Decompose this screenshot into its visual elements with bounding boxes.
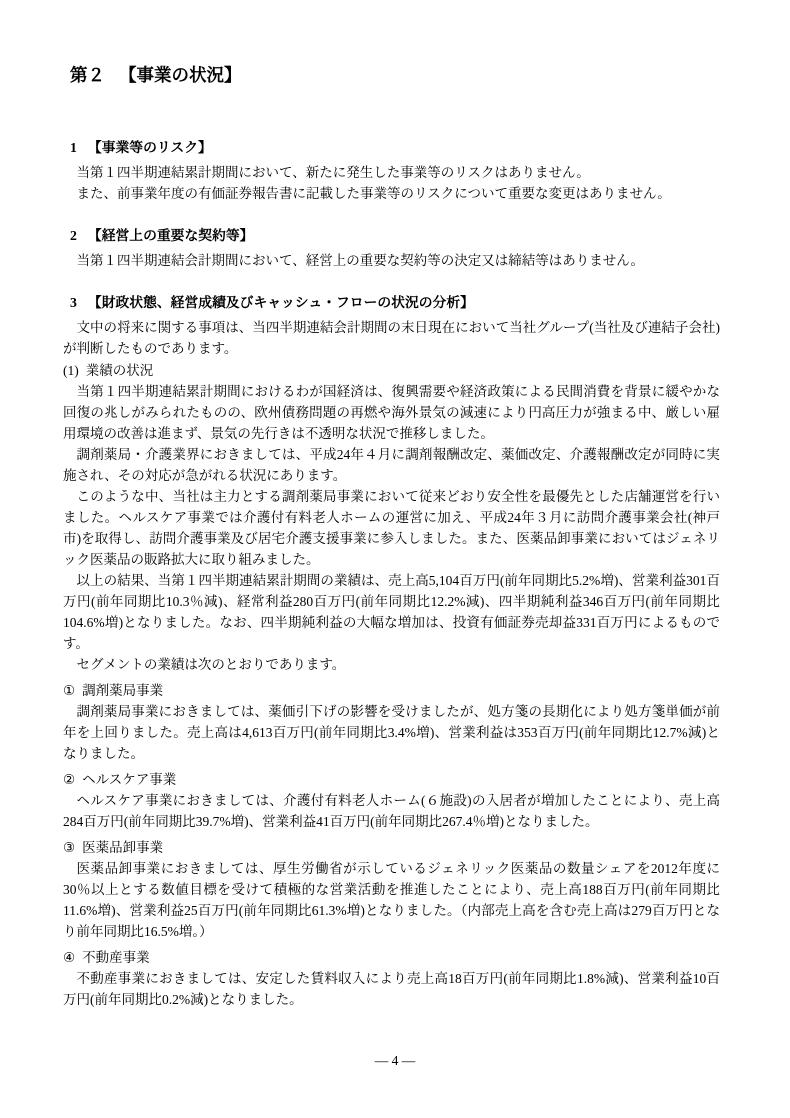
section-number: 2 xyxy=(70,228,77,243)
paragraph-economy: 当第１四半期連結累計期間におけるわが国経済は、復興需要や経済政策による民間消費を背景に緩やかな回復の兆しがみられたものの、欧州債務問題の再燃や海外景気の減速により円高圧力が強まる中、厳しい雇用環境の改善は進まず、景気の先行きは不透明な状況で推移しました。 xyxy=(63,384,720,441)
subsection-label xyxy=(63,360,720,381)
segment-drug-wholesale xyxy=(63,837,720,942)
paragraph-intro: 文中の将来に関する事項は、当四半期連結会計期間の末日現在において当社グループ(当社及び連結子会社)が判断したものであります。 xyxy=(63,320,720,356)
subsection-number: (1) xyxy=(63,363,79,378)
segment-marker: ③ xyxy=(63,840,76,855)
paragraph-consolidated-results: 以上の結果、当第１四半期連結累計期間の業績は、売上高5,104百万円(前年同期比5.2%増)、営業利益301百万円(前年同期比10.3％減)、経常利益280百万円(前年同期比12.2%減)、四半期純利益346百万円(前年同期比104.6%増)となりました。なお、四半期純利益の大幅な増加は、投資有価証券売却益331百万円によるものです。 xyxy=(63,573,720,651)
segment-name: 調剤薬局事業 xyxy=(82,683,164,698)
segment-body: 調剤薬局事業におきましては、薬価引下げの影響を受けましたが、処方箋の長期化により処方箋単価が前年を上回りました。売上高は4,613百万円(前年同期比3.4%増)、営業利益は353百万円(前年同期比12.7%減)となりました。 xyxy=(63,704,720,761)
segment-name: 医薬品卸事業 xyxy=(82,840,164,855)
paragraph-company-actions: このような中、当社は主力とする調剤薬局事業において従来どおり安全性を最優先とした店舗運営を行いました。ヘルスケア事業では介護付有料老人ホームの運営に加え、平成24年３月に訪問介護事業会社(神戸市)を取得し、訪問介護事業及び居宅介護支援事業に参入しました。また、医薬品卸事業においてはジェネリック医薬品の販路拡大に取り組みました。 xyxy=(63,489,720,567)
segment-label xyxy=(63,947,720,968)
segment-pharmacy xyxy=(63,680,720,764)
section-heading-text: 【財政状態、経営成績及びキャッシュ・フローの状況の分析】 xyxy=(87,295,474,310)
segment-marker: ① xyxy=(63,683,76,698)
segment-real-estate xyxy=(63,947,720,1010)
section-material-contracts xyxy=(63,226,720,271)
section-business-risks xyxy=(63,138,720,204)
segment-label xyxy=(63,837,720,858)
segment-marker: ② xyxy=(63,772,76,787)
section-heading-text: 【事業等のリスク】 xyxy=(87,140,212,155)
paragraph: 当第１四半期連結会計期間において、経営上の重要な契約等の決定又は締結等はありません。 xyxy=(76,253,645,268)
paragraph-industry: 調剤薬局・介護業界におきましては、平成24年４月に調剤報酬改定、薬価改定、介護報酬改定が同時に実施され、その対応が急がれる状況にあります。 xyxy=(63,447,720,483)
segment-label xyxy=(63,769,720,790)
segment-name: 不動産事業 xyxy=(82,950,150,965)
segment-healthcare xyxy=(63,769,720,832)
segment-marker: ④ xyxy=(63,950,76,965)
section-financial-analysis xyxy=(63,293,720,1010)
segment-name: ヘルスケア事業 xyxy=(82,772,177,787)
section-heading-analysis xyxy=(70,293,720,312)
section-heading-contracts xyxy=(70,226,720,245)
section-number: 1 xyxy=(70,140,77,155)
section-heading-risks xyxy=(70,138,720,157)
section-heading-text: 【経営上の重要な契約等】 xyxy=(87,228,254,243)
subsection-title: 業績の状況 xyxy=(85,363,154,378)
section-number: 3 xyxy=(70,295,77,310)
page-title-text: 【事業の状況】 xyxy=(119,65,242,85)
subsection-results xyxy=(63,360,720,1010)
paragraph: 当第１四半期連結累計期間において、新たに発生した事業等のリスクはありません。 xyxy=(76,165,590,180)
segment-body: 医薬品卸事業におきましては、厚生労働省が示しているジェネリック医薬品の数量シェアを2012年度に30％以上とする数値目標を受けて積極的な営業活動を推進したことにより、売上高188百万円(前年同期比11.6%増)、営業利益25百万円(前年同期比61.3%増)となりました。（内部売上高を含む売上高は279百万円となり前年同期比16.5%増。） xyxy=(63,861,720,939)
segment-body: ヘルスケア事業におきましては、介護付有料老人ホーム(６施設)の入居者が増加したことにより、売上高284百万円(前年同期比39.7%増)、営業利益41百万円(前年同期比267.4％増)となりました。 xyxy=(63,793,720,829)
page-title xyxy=(70,62,720,88)
page-title-number: 第２ xyxy=(70,65,105,85)
page-number: ― 4 ― xyxy=(374,1053,416,1068)
segment-body: 不動産事業におきましては、安定した賃料収入により売上高18百万円(前年同期比1.8%減)、営業利益10百万円(前年同期比0.2%減)となりました。 xyxy=(63,971,720,1007)
paragraph: また、前事業年度の有価証券報告書に記載した事業等のリスクについて重要な変更はありません。 xyxy=(76,186,671,201)
paragraph-segment-note: セグメントの業績は次のとおりであります。 xyxy=(76,657,346,672)
segment-label xyxy=(63,680,720,701)
